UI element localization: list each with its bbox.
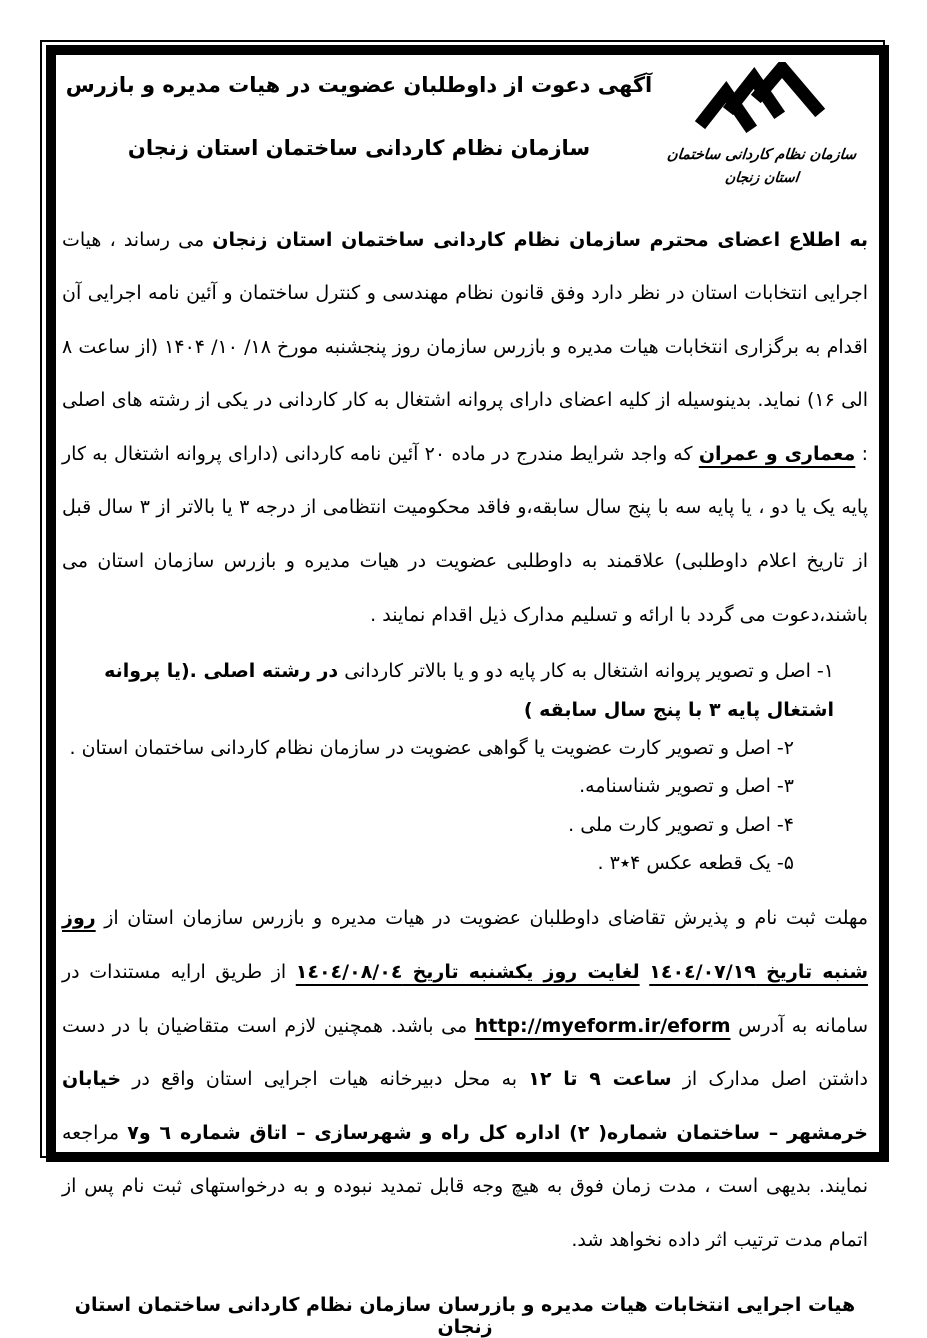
header	[62, 58, 868, 190]
required-document-item-2	[62, 729, 868, 767]
registration-paragraph	[62, 892, 868, 1267]
registration-url-link[interactable]: http://myeform.ir/eform	[474, 1014, 731, 1037]
text-run: خیابان خرمشهر – ساختمان شماره( ۲) اداره کل راه و شهرسازی – اتاق شماره ٦ و۷	[62, 1068, 869, 1144]
required-document-item-1	[62, 652, 868, 729]
text-run: که واجد شرایط مندرج در ماده ۲۰ آئین نامه کاردانی (دارای پروانه اشتغال به کار پایه یک یا دو ، یا پایه سه با پنج سال سابقه،و فاقد محکومیت انتظامی از درجه ۳ یا بالاتر از ۳ سال قبل از تاریخ اعلام داوطلبی) علاقمند به داوطلبی عضویت در هیات مدیره و بازرس سازمان استان می باشند،دعوت می گردد با ارائه و تسلیم مدارک ذیل اقدام نمایند .	[62, 442, 868, 626]
organization-name-title: سازمان نظام کاردانی ساختمان استان زنجان	[127, 136, 591, 161]
text-run: به محل دبیرخانه هیات اجرایی استان واقع در	[121, 1068, 529, 1091]
text-run: در رشته اصلی .(یا پروانه اشتغال پایه ۳ با پنج سال سابقه )	[104, 660, 834, 721]
organization-logo-mark-icon	[692, 62, 832, 144]
text-run: ۴- اصل و تصویر کارت ملی .	[568, 813, 794, 836]
organization-logo	[656, 58, 868, 190]
text-run: می باشد. همچنین لازم است متقاضیان با در دست داشتن اصل مدارک از	[62, 1014, 868, 1091]
text-run: از طریق ارایه مستندات در سامانه به آدرس	[62, 961, 868, 1037]
text-run: ۳- اصل و تصویر شناسنامه.	[579, 775, 794, 798]
text-run: مراجعه نمایند. بدیهی است ، مدت زمان فوق به هیچ وجه قابل تمدید نبوده و به درخواستهای ثبت نام پس از اتمام مدت ترتیب اثر داده نخواهد شد.	[62, 1121, 868, 1251]
required-document-item-3	[62, 767, 868, 805]
text-run: لغایت روز یکشنبه تاریخ ١٤٠٤/٠٨/٠٤	[295, 961, 640, 984]
logo-caption-line1: سازمان نظام کاردانی ساختمان	[666, 147, 858, 163]
text-run: روز شنبه تاریخ ١٤٠٤/٠٧/١٩	[62, 907, 869, 984]
required-documents-list	[62, 652, 868, 882]
title-block	[62, 58, 656, 163]
intro-paragraph	[62, 214, 868, 643]
text-run: ۲- اصل و تصویر کارت عضویت یا گواهی عضویت در سازمان نظام کاردانی ساختمان استان .	[69, 736, 794, 759]
text-run: ساعت ۹ تا ۱۲	[528, 1068, 672, 1091]
page-content	[62, 58, 869, 1338]
required-document-item-5	[62, 844, 868, 882]
logo-zigzag-strokes	[704, 68, 816, 124]
text-run: مهلت ثبت نام و پذیرش تقاضای داوطلبان عضویت در هیات مدیره و بازرس سازمان استان از	[95, 907, 868, 930]
text-run: معماری و عمران	[698, 442, 856, 465]
text-run: ۱- اصل و تصویر پروانه اشتغال به کار پایه دو و یا بالاتر کاردانی	[338, 660, 834, 683]
signature-line: هیات اجرایی انتخابات هیات مدیره و بازرسان سازمان نظام کاردانی ساختمان استان زنجان	[74, 1293, 856, 1338]
text-run: به اطلاع اعضای محترم سازمان نظام کاردانی ساختمان استان زنجان	[212, 228, 868, 251]
required-document-item-4	[62, 806, 868, 844]
text-run: می رساند ، هیات اجرایی انتخابات استان در نظر دارد وفق قانون نظام مهندسی و کنترل ساختمان و آئین نامه اجرایی آن اقدام به برگزاری انتخابات هیات مدیره و بازرس سازمان روز پنجشنبه مورخ ۱۸/ ۱۰/ ۱۴۰۴ (از ساعت ۸ الی ۱۶) نماید. بدینوسیله از کلیه اعضای دارای پروانه اشتغال به کار کاردانی در یکی از رشته های اصلی :	[62, 228, 868, 465]
text-run: ۵- یک قطعه عکس ۴٭۳ .	[597, 852, 794, 875]
logo-caption-line2: استان زنجان	[724, 170, 800, 187]
text-run	[640, 961, 650, 983]
announcement-title: آگهی دعوت از داوطلبان عضویت در هیات مدیره و بازرس	[65, 73, 653, 97]
